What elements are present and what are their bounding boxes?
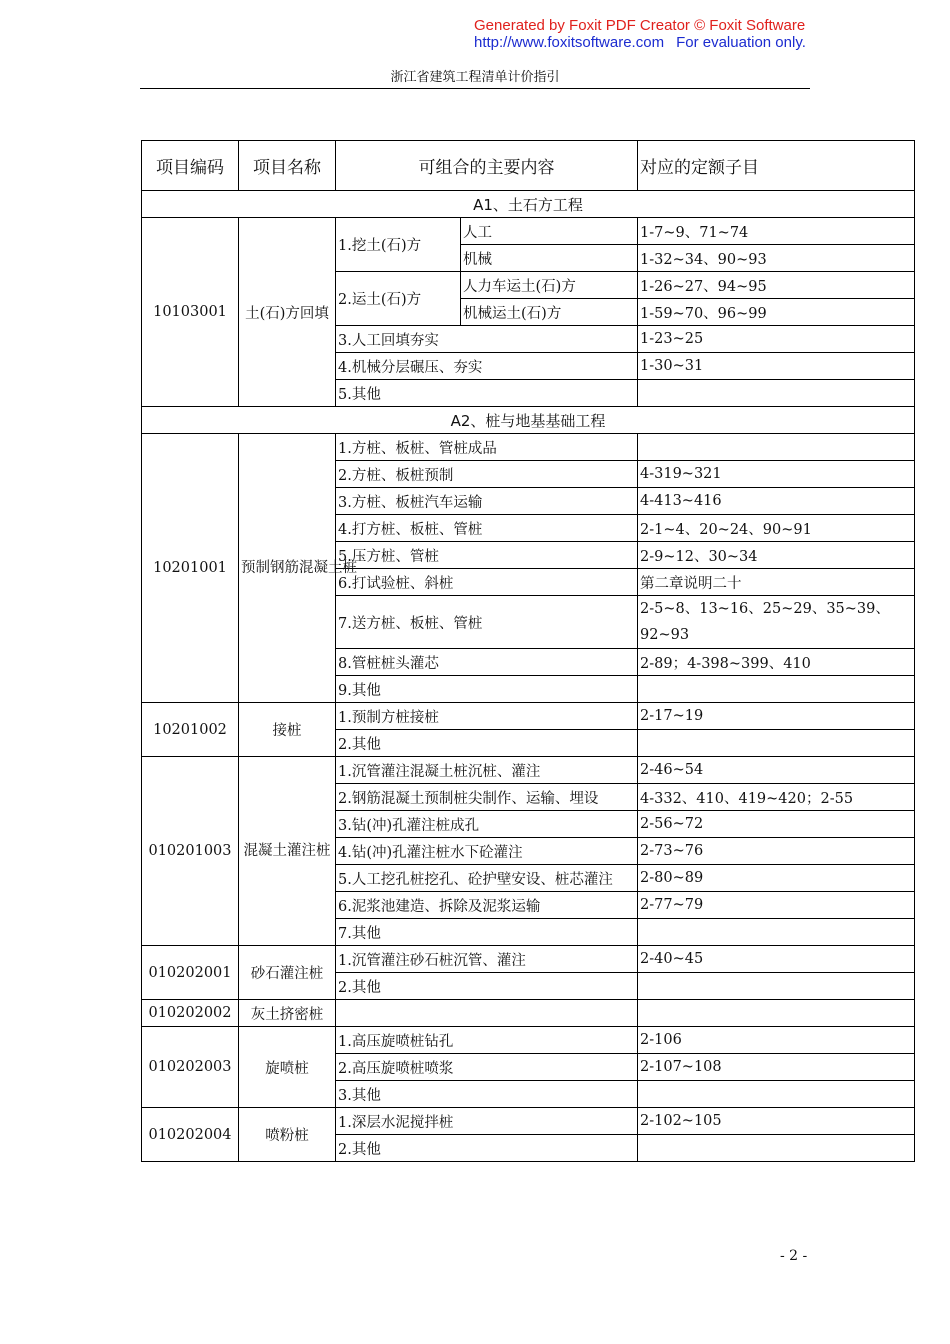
- sub-content-cell: 人工: [461, 218, 638, 245]
- quota-cell: 1-59~70、96~99: [638, 299, 915, 326]
- content-cell: 4.机械分层碾压、夯实: [336, 353, 638, 380]
- quota-cell: [638, 434, 915, 461]
- content-cell: 3.钻(冲)孔灌注桩成孔: [336, 811, 638, 838]
- content-cell: 1.预制方桩接桩: [336, 703, 638, 730]
- item-code: 010201003: [142, 757, 239, 946]
- item-name: 预制钢筋混凝土桩: [239, 434, 336, 703]
- quota-cell: 第二章说明二十: [638, 569, 915, 596]
- content-cell: 6.泥浆池建造、拆除及泥浆运输: [336, 892, 638, 919]
- watermark-line1: Generated by Foxit PDF Creator © Foxit Software: [474, 17, 806, 34]
- quota-cell: 2-80~89: [638, 865, 915, 892]
- content-cell: 3.人工回填夯实: [336, 326, 638, 353]
- header-content: 可组合的主要内容: [336, 141, 638, 191]
- quota-cell: 2-40~45: [638, 946, 915, 973]
- content-cell: 7.其他: [336, 919, 638, 946]
- content-cell: 2.其他: [336, 1135, 638, 1162]
- item-name: 砂石灌注桩: [239, 946, 336, 1000]
- table-header-row: [142, 141, 915, 191]
- quota-cell: 2-5~8、13~16、25~29、35~39、92~93: [638, 596, 915, 649]
- quota-cell: 4-332、410、419~420；2-55: [638, 784, 915, 811]
- item-name: 喷粉桩: [239, 1108, 336, 1162]
- item-name: 灰土挤密桩: [239, 1000, 336, 1027]
- content-cell: 1.沉管灌注混凝土桩沉桩、灌注: [336, 757, 638, 784]
- quota-cell: 2-89；4-398~399、410: [638, 649, 915, 676]
- table-row: [142, 434, 915, 461]
- content-cell: 7.送方桩、板桩、管桩: [336, 596, 638, 649]
- quota-cell: 2-107~108: [638, 1054, 915, 1081]
- item-name: 接桩: [239, 703, 336, 757]
- item-name: 混凝土灌注桩: [239, 757, 336, 946]
- watermark-line2: [474, 35, 806, 51]
- content-cell: 4.打方桩、板桩、管桩: [336, 515, 638, 542]
- content-cell: 3.其他: [336, 1081, 638, 1108]
- header-code: 项目编码: [142, 141, 239, 191]
- content-cell: 5.其他: [336, 380, 638, 407]
- content-cell: 1.沉管灌注砂石桩沉管、灌注: [336, 946, 638, 973]
- content-cell: 5.压方桩、管桩: [336, 542, 638, 569]
- quota-cell: [638, 1081, 915, 1108]
- section-row: [142, 407, 915, 434]
- header-quota: 对应的定额子目: [638, 141, 915, 191]
- sub-content-cell: 机械运土(石)方: [461, 299, 638, 326]
- page-number: - 2 -: [780, 1248, 808, 1264]
- watermark-note: For evaluation only.: [676, 34, 806, 51]
- content-cell: 1.深层水泥搅拌桩: [336, 1108, 638, 1135]
- sub-content-cell: 机械: [461, 245, 638, 272]
- quota-cell: 1-32~34、90~93: [638, 245, 915, 272]
- item-name: 旋喷桩: [239, 1027, 336, 1108]
- table-row: [142, 703, 915, 730]
- content-cell: 1.方桩、板桩、管桩成品: [336, 434, 638, 461]
- item-code: 010202001: [142, 946, 239, 1000]
- table-row: [142, 218, 915, 245]
- quota-cell: 2-77~79: [638, 892, 915, 919]
- quota-table: [141, 140, 915, 1162]
- section-title-a1: A1、土石方工程: [142, 191, 915, 218]
- content-cell: 3.方桩、板桩汽车运输: [336, 488, 638, 515]
- quota-cell: 2-106: [638, 1027, 915, 1054]
- content-cell: 6.打试验桩、斜桩: [336, 569, 638, 596]
- section-row: [142, 191, 915, 218]
- item-code: 010202002: [142, 1000, 239, 1027]
- content-cell: 1.高压旋喷桩钻孔: [336, 1027, 638, 1054]
- item-code: 10201002: [142, 703, 239, 757]
- content-cell: 2.其他: [336, 730, 638, 757]
- content-cell: 2.运土(石)方: [336, 272, 461, 326]
- content-cell: 2.方桩、板桩预制: [336, 461, 638, 488]
- content-cell: 4.钻(冲)孔灌注桩水下砼灌注: [336, 838, 638, 865]
- quota-cell: 2-17~19: [638, 703, 915, 730]
- sub-content-cell: 人力车运土(石)方: [461, 272, 638, 299]
- header-name: 项目名称: [239, 141, 336, 191]
- quota-cell: [638, 380, 915, 407]
- quota-cell: 2-102~105: [638, 1108, 915, 1135]
- watermark-url[interactable]: http://www.foxitsoftware.com: [474, 34, 665, 51]
- content-cell: 5.人工挖孔桩挖孔、砼护壁安设、桩芯灌注: [336, 865, 638, 892]
- quota-cell: [638, 1135, 915, 1162]
- quota-cell: 2-9~12、30~34: [638, 542, 915, 569]
- quota-cell: 4-413~416: [638, 488, 915, 515]
- item-code: 10201001: [142, 434, 239, 703]
- content-cell: 1.挖土(石)方: [336, 218, 461, 272]
- table-row: [142, 1000, 915, 1027]
- item-name: 土(石)方回填: [239, 218, 336, 407]
- quota-cell: 2-46~54: [638, 757, 915, 784]
- quota-cell: 1-7~9、71~74: [638, 218, 915, 245]
- quota-cell: [638, 973, 915, 1000]
- quota-cell: 2-73~76: [638, 838, 915, 865]
- item-code: 010202003: [142, 1027, 239, 1108]
- running-header: 浙江省建筑工程清单计价指引: [390, 70, 560, 85]
- quota-cell: [638, 1000, 915, 1027]
- quota-cell: 1-26~27、94~95: [638, 272, 915, 299]
- content-cell: 2.其他: [336, 973, 638, 1000]
- quota-cell: 1-23~25: [638, 326, 915, 353]
- item-code: 10103001: [142, 218, 239, 407]
- quota-cell: 2-56~72: [638, 811, 915, 838]
- quota-cell: [638, 730, 915, 757]
- section-title-a2: A2、桩与地基基础工程: [142, 407, 915, 434]
- content-cell: [336, 1000, 638, 1027]
- content-cell: 2.高压旋喷桩喷浆: [336, 1054, 638, 1081]
- table-row: [142, 757, 915, 784]
- quota-cell: 2-1~4、20~24、90~91: [638, 515, 915, 542]
- table-row: [142, 946, 915, 973]
- quota-cell: 1-30~31: [638, 353, 915, 380]
- content-cell: 9.其他: [336, 676, 638, 703]
- table-row: [142, 1108, 915, 1135]
- content-cell: 8.管桩桩头灌芯: [336, 649, 638, 676]
- table-row: [142, 1027, 915, 1054]
- quota-cell: [638, 919, 915, 946]
- quota-cell: 4-319~321: [638, 461, 915, 488]
- header-rule: [140, 88, 810, 89]
- quota-cell: [638, 676, 915, 703]
- content-cell: 2.钢筋混凝土预制桩尖制作、运输、埋设: [336, 784, 638, 811]
- item-code: 010202004: [142, 1108, 239, 1162]
